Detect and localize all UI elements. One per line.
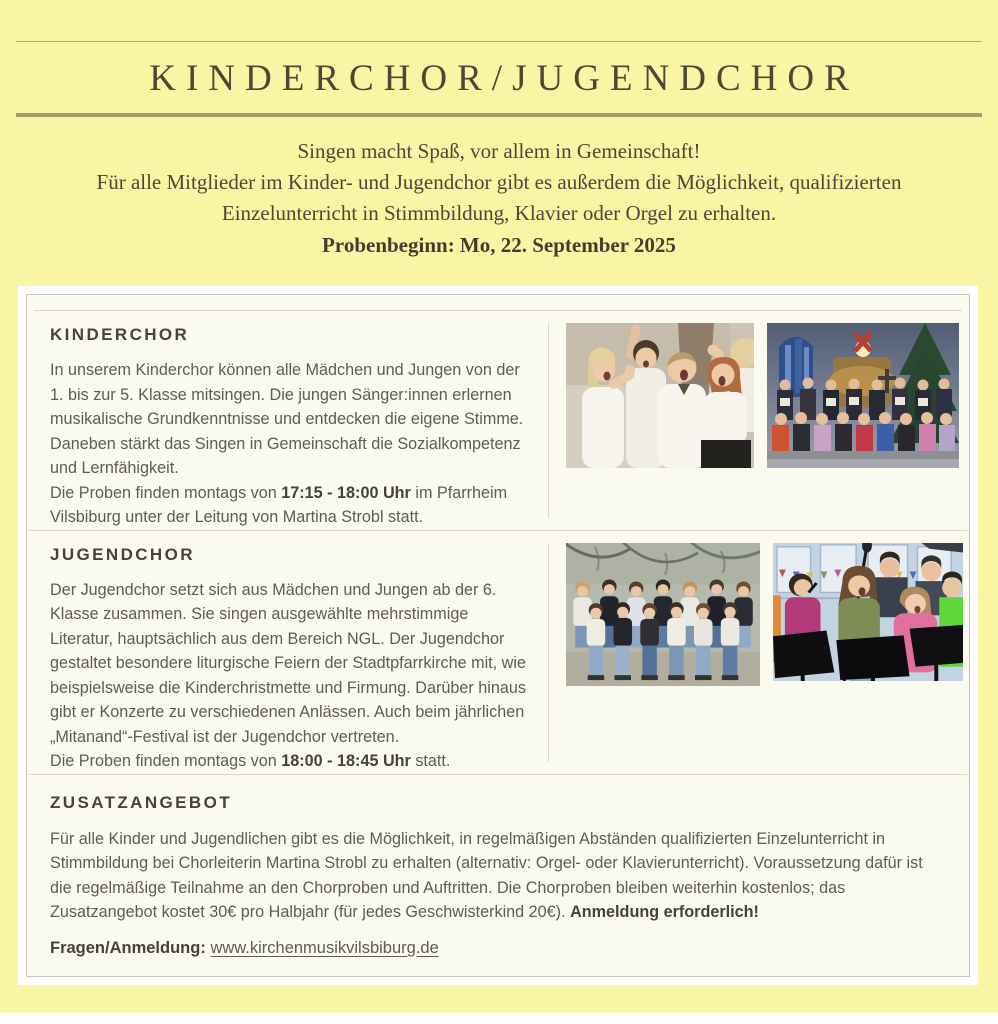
kinderchor-heading: KINDERCHOR [50,325,190,344]
jugendchor-heading: JUGENDCHOR [50,544,195,564]
intro-line: Einzelunterricht in Stimmbildung, Klavier oder Orgel zu erhalten. [221,201,777,225]
kinderchor-rehearsal-time: 17:15 - 18:00 Uhr [281,483,411,502]
registration-required-note: Anmeldung erforderlich! [570,903,759,921]
content-card [18,286,978,985]
kinderchor-photos [549,319,959,468]
photo-youth-group-outdoors [566,543,760,686]
section-jugendchor [27,531,969,774]
section-zusatzangebot [27,775,969,933]
jugendchor-rehearsal-time: 18:00 - 18:45 Uhr [281,752,411,770]
intro-text [0,136,998,261]
zusatzangebot-description: Für alle Kinder und Jugendlichen gibt es die Möglichkeit, in regelmäßigen Abständen qualifizierten Einzelunterricht in Stimmbildung bei Chorleiterin Martina Strobl zu erhalten (alternativ: Orgel- oder Klavierunterricht). Voraussetzung dafür ist die regelmäßige Teilnahme an den Chorproben und Auftritten. Die Chorproben bleiben weiterhin kostenlos; das Zusatzangebot kostet 30€ pro Halbjahr (für jedes Geschwisterkind 20€). Anmeldung erforderlich! [50,829,923,921]
photo-christmas-concert [767,323,959,468]
intro-line: Für alle Mitglieder im Kinder- und Jugendchor gibt es außerdem die Möglichkeit, qualifizierten [96,170,902,194]
kinderchor-schedule: Die Proben finden montags von 17:15 - 18:00 Uhr im Pfarrheim Vilsbiburg unter der Leitung von Martina Strobl statt. [50,483,508,526]
jugendchor-description: Der Jugendchor setzt sich aus Mädchen und Jungen ab der 6. Klasse zusammen. Sie singen ausgewählte mehrstimmige Literatur, hauptsächlich aus dem Bereich NGL. Der Jugendchor gestaltet besondere liturgische Feiern der Stadtpfarrkirche mit, wie beispielsweise die Kinderchristmette und Firmung. Darüber hinaus gibt er Konzerte zu verschiedenen Anlässen. Auch beim jährlichen „Mitanand“-Festival ist der Jugendchor vertreten. [50,580,526,746]
rehearsal-start-date: Probenbeginn: Mo, 22. September 2025 [322,233,676,257]
website-link[interactable]: www.kirchenmusikvilsbiburg.de [210,938,439,957]
kinderchor-description: In unserem Kinderchor können alle Mädchen und Jungen von der 1. bis zur 5. Klasse mitsingen. Die jungen Sänger:innen erlernen musikalische Grundkenntnisse und entdecken die eigene Stimme. Daneben stärkt das Singen in Gemeinschaft die Sozialkompetenz und Lernfähigkeit. [50,361,524,477]
intro-line: Singen macht Spaß, vor allem in Gemeinschaft! [297,139,701,163]
contact-row [27,933,969,976]
section-kinderchor [27,311,969,530]
kinderchor-text-column [50,319,529,530]
page-title: KINDERCHOR/JUGENDCHOR [149,58,859,99]
photo-children-singing [566,323,754,468]
jugendchor-photos [549,539,963,686]
photo-youth-performing-stage [773,543,963,681]
top-rule [16,41,982,42]
jugendchor-text-column [50,539,529,774]
contact-label: Fragen/Anmeldung: [50,938,206,957]
jugendchor-schedule: Die Proben finden montags von 18:00 - 18:45 Uhr statt. [50,752,451,770]
content-panel [26,294,970,977]
zusatzangebot-heading: ZUSATZANGEBOT [50,792,232,812]
title-rule [16,113,982,117]
